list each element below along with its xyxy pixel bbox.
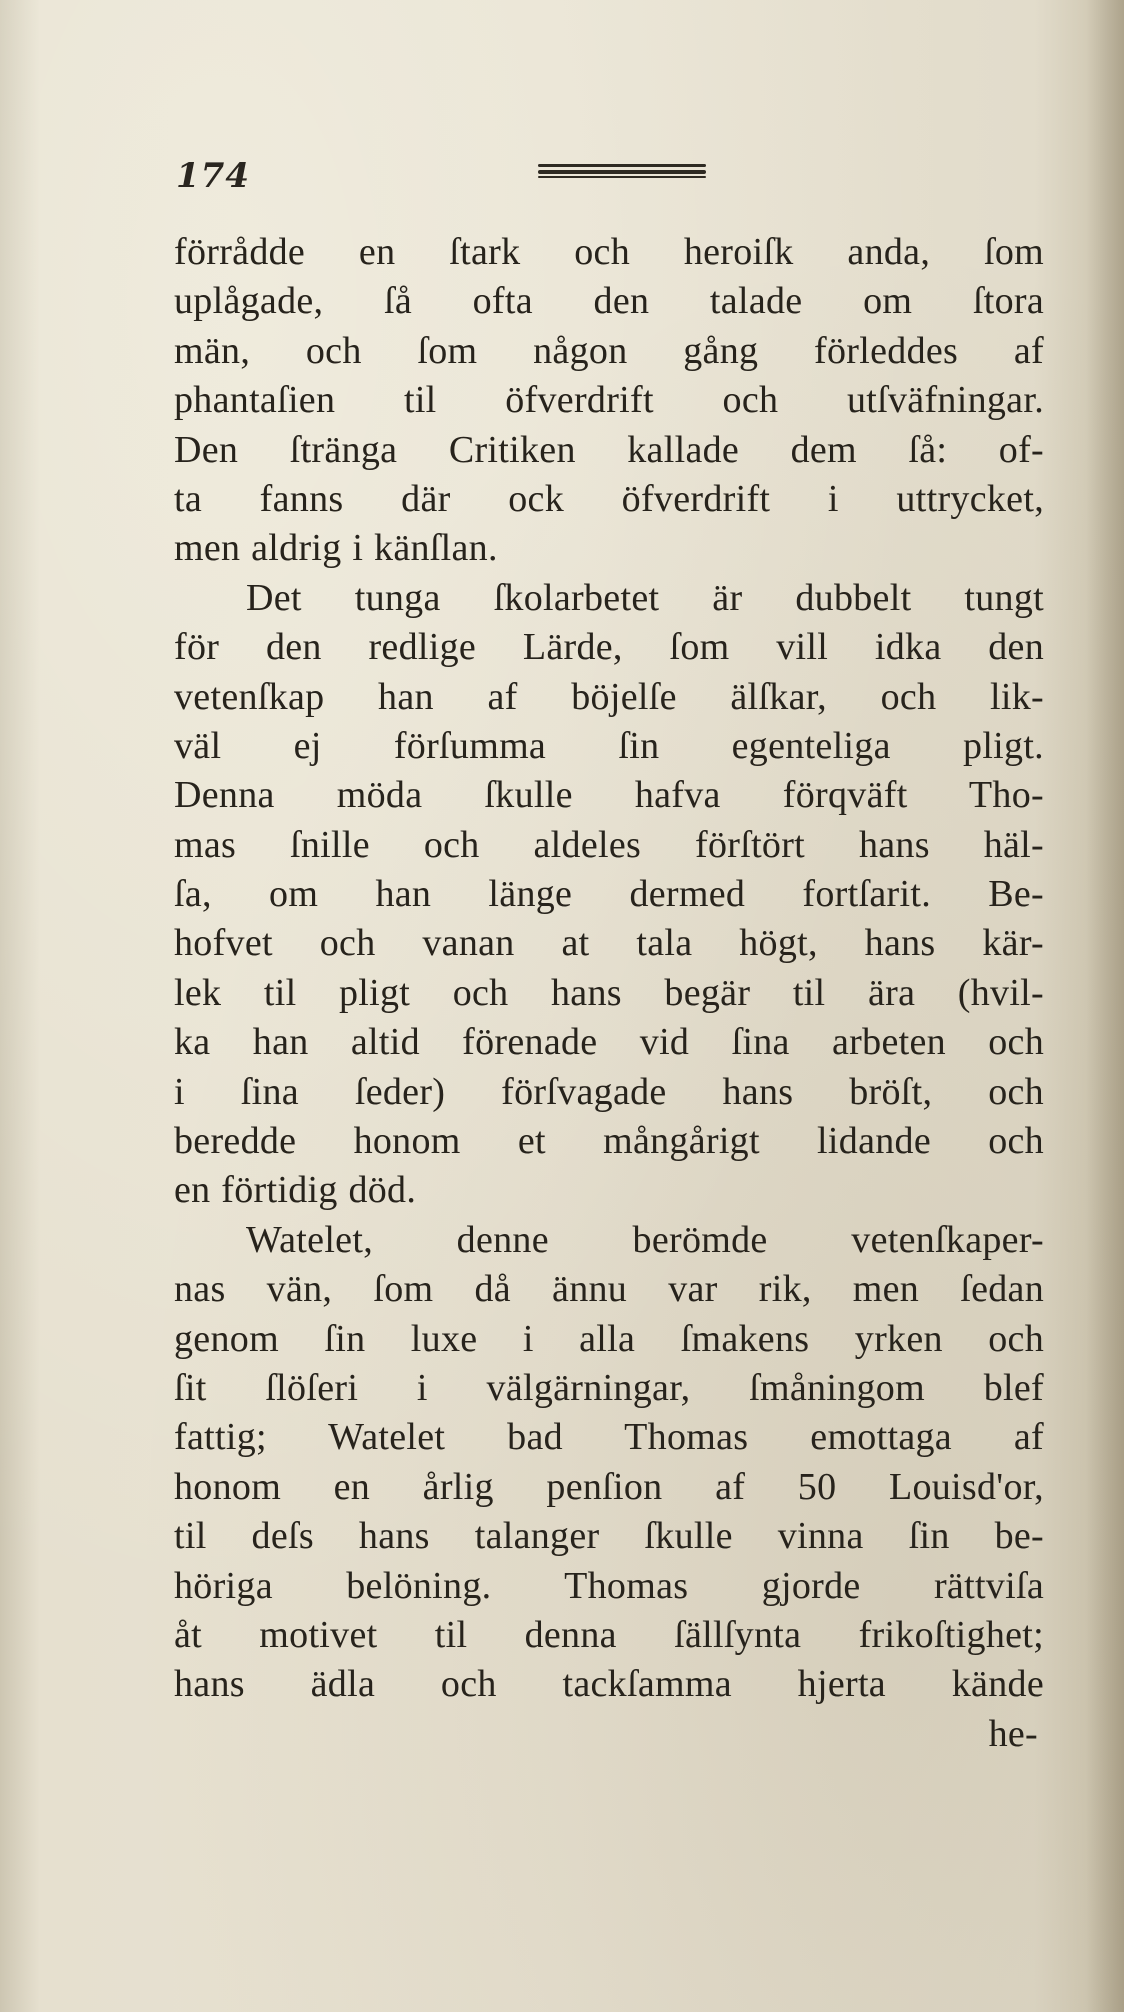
text-line: beredde honom et mångårigt lidande och (174, 1120, 1044, 1163)
ornamental-rule (538, 164, 706, 178)
text-line-paragraph-start: Watelet, denne berömde vetenſkaper- (246, 1218, 1044, 1261)
body-text (174, 228, 1044, 1759)
catchword: he- (988, 1712, 1038, 1755)
text-line: uplågade, ſå ofta den talade om ſtora (174, 280, 1044, 323)
text-line: ka han altid förenade vid ſina arbeten och (174, 1021, 1044, 1064)
text-line: ta fanns där ock öfverdrift i uttrycket, (174, 477, 1044, 520)
text-line: vetenſkap han af böjelſe älſkar, och lik- (174, 675, 1044, 718)
text-line: hofvet och vanan at tala högt, hans kär- (174, 922, 1044, 965)
text-line: til deſs hans talanger ſkulle vinna ſin be- (174, 1515, 1044, 1558)
text-line-paragraph-start: Det tunga ſkolarbetet är dubbelt tungt (246, 576, 1044, 619)
text-line: nas vän, ſom då ännu var rik, men ſedan (174, 1268, 1044, 1311)
text-line: honom en årlig penſion af 50 Louisd'or, (174, 1465, 1044, 1508)
text-line: väl ej förſumma ſin egenteliga pligt. (174, 724, 1044, 767)
page-number: 174 (176, 156, 250, 196)
text-line: fattig; Watelet bad Thomas emottaga af (174, 1416, 1044, 1459)
text-line: mas ſnille och aldeles förſtört hans häl- (174, 823, 1044, 866)
text-line: förrådde en ſtark och heroiſk anda, ſom (174, 231, 1044, 273)
page-edge-shadow (1086, 0, 1124, 2012)
running-header (176, 156, 1036, 216)
text-line: ſa, om han länge dermed fortſarit. Be- (174, 873, 1044, 916)
text-line-paragraph-end: men aldrig i känſlan. (174, 527, 498, 570)
text-line: phantaſien til öfverdrift och utſväfningar. (174, 379, 1044, 422)
text-line: för den redlige Lärde, ſom vill idka den (174, 626, 1044, 669)
text-line: Den ſtränga Critiken kallade dem ſå: of- (174, 428, 1044, 471)
text-line: hans ädla och tackſamma hjerta kände (174, 1663, 1044, 1706)
text-line: Denna möda ſkulle hafva förqväft Tho- (174, 774, 1044, 817)
text-line: lek til pligt och hans begär til ära (hvil- (174, 971, 1044, 1014)
text-line: genom ſin luxe i alla ſmakens yrken och (174, 1317, 1044, 1360)
text-line: åt motivet til denna ſällſynta frikoſtighet; (174, 1613, 1044, 1656)
text-line: höriga belöning. Thomas gjorde rättviſa (174, 1564, 1044, 1607)
text-line: ſit ſlöſeri i välgärningar, ſmåningom blef (174, 1366, 1044, 1409)
text-line: i ſina ſeder) förſvagade hans bröſt, och (174, 1070, 1044, 1113)
text-line: män, och ſom någon gång förleddes af (174, 329, 1044, 372)
text-line-paragraph-end: en förtidig död. (174, 1169, 417, 1212)
